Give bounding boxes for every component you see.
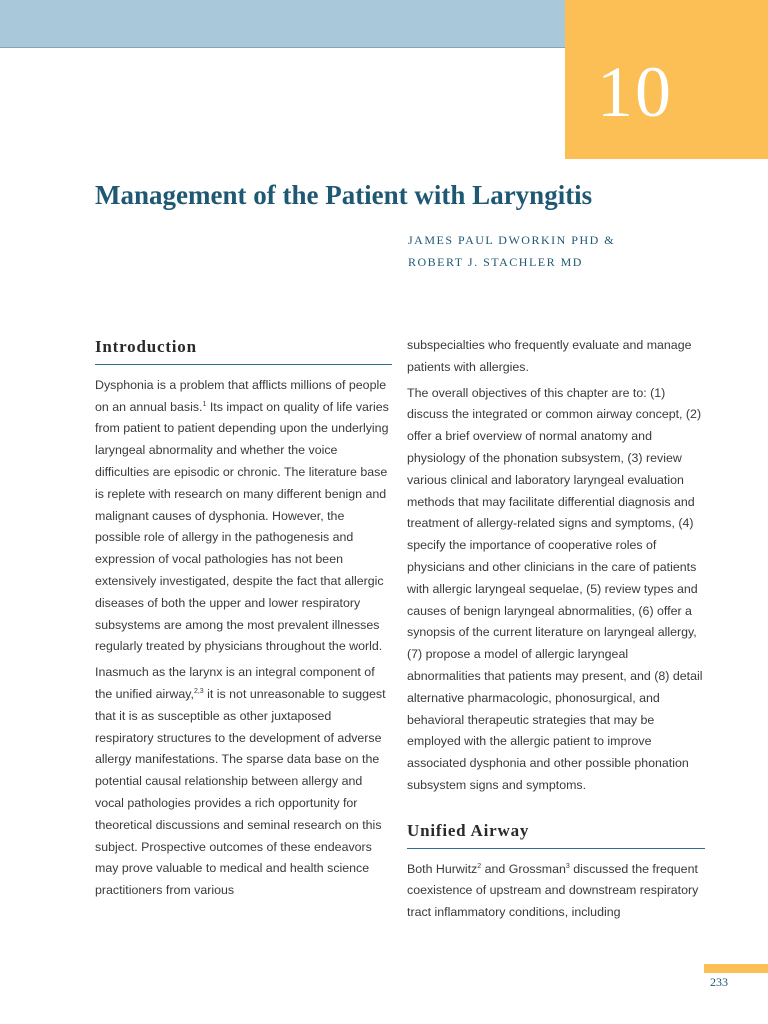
objectives-paragraph: The overall objectives of this chapter are to: (1) discuss the integrated or common airway concept, (2) offer a brief overview of normal anatomy and physiology of the phonation subsystem, (3) review various clinical and laboratory laryngeal evaluation methods that may facilitate differential diagnosis and treatment of allergy-related signs and symptoms, (4) specify the importance of cooperative roles of physicians and other clinicians in the care of patients with allergic laryngeal sequelae, (5) review types and causes of benign laryngeal abnormalities, (6) offer a synopsis of the current literature on laryngeal allergy, (7) propose a model of allergic laryngeal abnormalities that patients may present, and (8) detail alternative pharmacologic, phonosurgical, and behavioral therapeutic strategies that may be employed with the allergic patient to improve associated dysphonia and other possible phonation subsystem signs and symptoms. <box>407 385 703 792</box>
intro-paragraph-2 <box>95 662 392 902</box>
text-run: and Grossman <box>481 861 566 876</box>
page-number: 233 <box>710 975 728 989</box>
authors <box>408 229 728 273</box>
author-line-1: JAMES PAUL DWORKIN PHD & <box>408 233 616 247</box>
left-column <box>95 335 392 906</box>
text-run: discussed the frequent coexistence of upstream and downstream respiratory tract inflammatory conditions, including <box>407 861 699 920</box>
text-run: it is not unreasonable to suggest that it is as susceptible as other juxtaposed respiratory structures to the development of adverse allergy manifestations. The sparse data base on the potential causal relationship between allergy and vocal pathologies provides a rich opportunity for theoretical discussions and seminal research on this subject. Prospective outcomes of these endeavors may prove valuable to medical and health science practitioners from various <box>95 686 386 898</box>
reference-superscript: 1 <box>202 400 207 408</box>
text-run: Dysphonia is a problem that afflicts millions of people on an annual basis. <box>95 377 387 414</box>
chapter-number-box <box>565 0 768 159</box>
text-run: Its impact on quality of life varies from patient to patient depending upon the underlying laryngeal abnormality and whether the voice difficulties are episodic or chronic. The literature base is replete with research on many different benign and malignant causes of dysphonia. However, the possible role of allergy in the pathogenesis and expression of vocal pathologies has not been extensively investigated, despite the fact that allergic diseases of both the upper and lower respiratory subsystems are among the most prevalent illnesses regularly treated by physicians throughout the world. <box>95 399 389 654</box>
section-heading-unified-airway: Unified Airway <box>407 819 705 849</box>
page-number-bar <box>704 964 768 973</box>
reference-superscript: 2,3 <box>193 687 204 695</box>
chapter-number: 10 <box>597 52 673 132</box>
reference-superscript: 2 <box>477 862 482 870</box>
section-heading-introduction: Introduction <box>95 335 392 365</box>
right-column <box>407 335 705 928</box>
chapter-title: Management of the Patient with Laryngitis <box>95 180 593 210</box>
text-run: Both Hurwitz <box>407 861 478 876</box>
author-line-2: ROBERT J. STACHLER MD <box>408 255 583 269</box>
reference-superscript: 3 <box>565 862 570 870</box>
header-band <box>0 0 565 48</box>
unified-airway-paragraph <box>407 859 705 924</box>
intro-paragraph-continued: subspecialties who frequently evaluate and manage patients with allergies. <box>407 338 692 374</box>
text-run: Inasmuch as the larynx is an integral component of the unified airway, <box>95 665 375 701</box>
intro-paragraph-1 <box>95 375 392 658</box>
